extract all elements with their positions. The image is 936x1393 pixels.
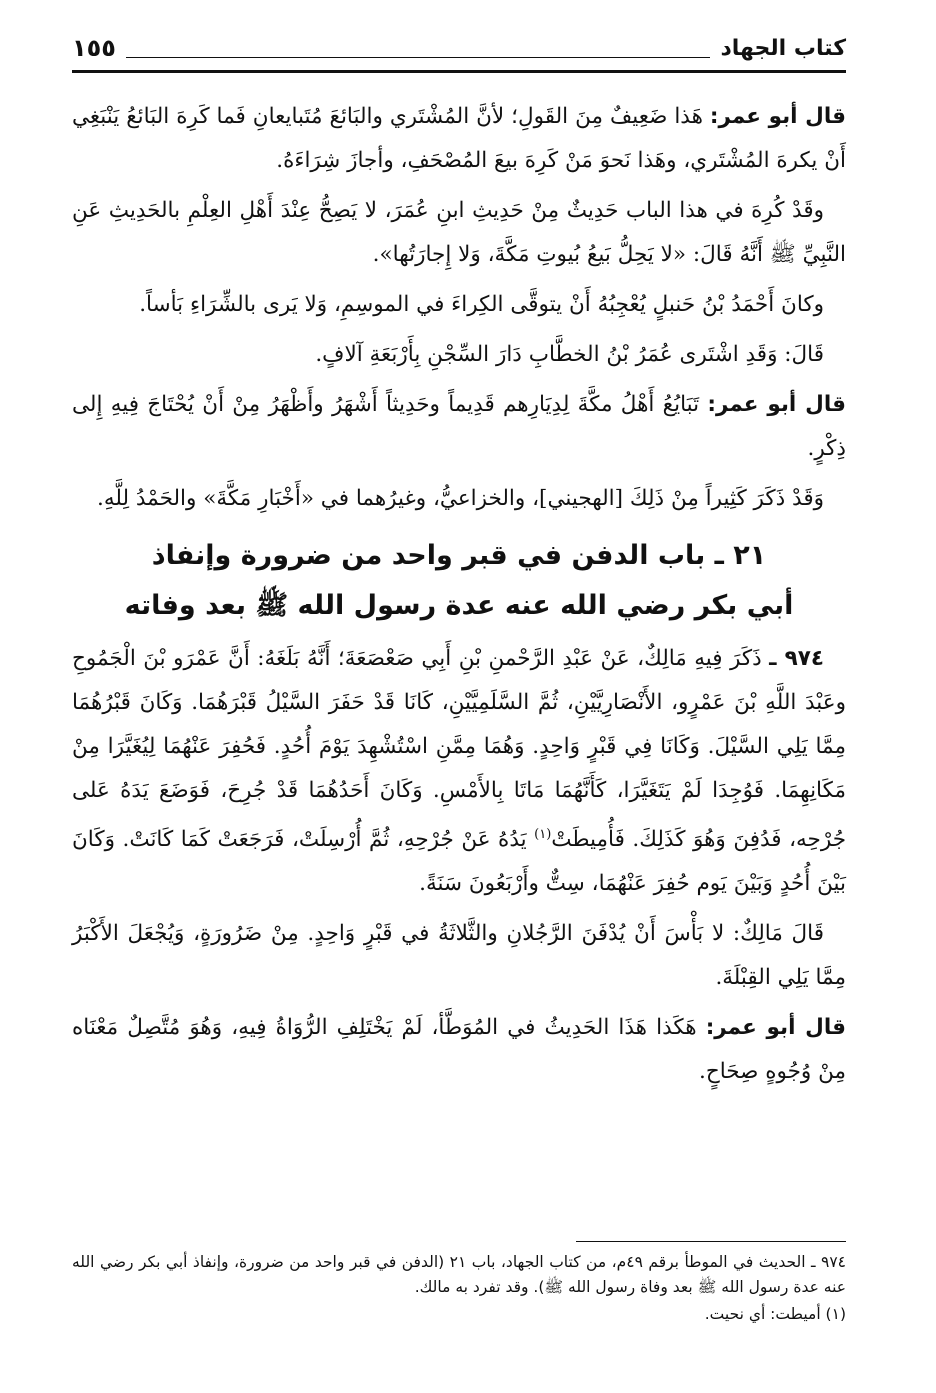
book-page [72,28,846,1363]
footnote-2: (١) أميطت: أي نحيت. [704,1305,846,1323]
paragraph-5 [72,383,846,471]
hadith-text-part-2: يَدُهُ عَنْ جُرْحِهِ، ثُمَّ أُرْسِلَتْ، فَرَجَعَتْ كَمَا كَانَتْ. وَكَانَ بَيْنَ أُحُدٍ وَبَيْنَ يَوم حُفِرَ عَنْهُمَا، سِتٌّ وأَرْبَعُونَ سَنَةً. [72,827,846,897]
paragraph-6 [72,477,846,521]
section-heading [72,531,846,631]
paragraph-text: قَالَ: وَقَدِ اشْتَرى عُمَرُ بْنُ الخطَّابِ دَارَ السِّجْنِ بِأَرْبَعَةِ آلافٍ. [315,342,824,367]
header-divider [72,70,846,73]
paragraph-text: وكانَ أَحْمَدُ بْنُ حَنبلٍ يُعْجِبُهُ أَنْ يتوقَّى الكِراءَ في الموسِمِ، وَلا يَرى بالشِّرَاءِ بَأساً. [139,292,824,317]
hadith-text-part-1: ذَكَرَ فِيهِ مَالِكٌ، عَنْ عَبْدِ الرَّحْمنِ بْنِ أَبِي صَعْصَعَةَ؛ أَنَّهُ بَلَغَهُ: أَنَّ عَمْرَو بْنَ الْجَمُوحِ وعَبْدَ اللَّهِ بْنَ عَمْرٍو، الأَنْصَارِيَّيْنِ، ثُمَّ السَّلَمِيَّيْنِ، كَانَا قَدْ حَفَرَ السَّيْلُ قَبْرَهُمَا. وَكَانَ قَبْرُهُمَا مِمَّا يَلِي السَّيْلَ. وَكَانَا فِي قَبْرٍ وَاحِدٍ. وَهُمَا مِمَّنِ اسْتُشْهِدَ يَوْمَ أُحُدٍ. فَحُفِرَ عَنْهُمَا لِيُغَيَّرَا مِنْ مَكَانِهِمَا. فَوُجِدَا لَمْ يَتَغَيَّرَا، كَأَنَّهُمَا مَاتَا بِالأَمْسِ. وَكَانَ أَحَدُهُمَا قَدْ جُرِحَ، فَوَضَعَ يَدَهُ عَلى جُرْحِه، فَدُفِنَ وَهُوَ كَذَلِكَ. فَأُمِيطَتْ [72,646,846,853]
body-text [72,95,846,1094]
footnotes [72,1250,846,1329]
paragraph-3 [72,283,846,327]
paragraph-text: وَقَدْ ذَكَرَ كَثِيراً مِنْ ذَلِكَ [الهجيني]، والخزاعيُّ، وغيرُهما في «أَخْبَارِ مَكَّةَ» والحَمْدُ لِلَّهِ. [97,486,824,511]
header-rule [126,57,711,58]
hadith-paragraph [72,637,846,906]
page-number: ١٥٥ [72,34,116,62]
paragraph-text: قَالَ مَالِكٌ: لا بَأْسَ أَنْ يُدْفَنَ الرَّجُلانِ والثَّلاثَةُ في قَبْرٍ وَاحِدٍ. مِنْ ضَرُورَةٍ، وَيُجْعَلَ الأَكْبَرُ مِمَّا يَلِي القِبْلَةَ. [72,921,846,991]
paragraph-text: وقَدْ كُرِهَ في هذا الباب حَدِيثٌ مِنْ حَدِيثِ ابنِ عُمَرَ، لا يَصِحُّ عِنْدَ أَهْلِ العِلْمِ بالحَدِيثِ عَنِ النَّبِيِّ ﷺ أَنَّهُ قَالَ: «لا يَحِلُّ بَيعُ بُيوتِ مَكَّةَ، وَلا إِجارَتُها». [72,198,846,267]
paragraph-4 [72,333,846,377]
paragraph-8 [72,1006,846,1094]
paragraph-7 [72,912,846,1000]
hadith-number: ٩٧٤ ـ [769,646,824,671]
paragraph-text: تَبَايُعُ أَهْلُ مكَّةَ لِدِيَارِهم قَدِيماً وحَدِيثاً أَشْهَرُ وأَظْهَرُ مِنْ أَنْ يُحْتَاجَ فِيهِ إِلى ذِكْرٍ. [72,392,846,461]
section-heading-line-2: أبي بكر رضي الله عنه عدة رسول الله ﷺ بعد وفاته [124,590,794,621]
paragraph-2 [72,189,846,277]
footnote-ref[interactable]: (١) [534,827,552,842]
speaker-label: قال أبو عمر: [705,1015,846,1041]
speaker-label: قال أبو عمر: [707,392,846,417]
paragraph-text: هَكَذا هَذَا الحَدِيثُ في المُوَطَّأ، لَمْ يَخْتَلِفِ الرُّوَاةُ فِيهِ، وَهُوَ مُتَّصِلٌ مَعْنَاه مِنْ وُجُوهٍ صِحَاحٍ. [72,1015,846,1085]
section-heading-line-1: ٢١ ـ باب الدفن في قبر واحد من ضرورة وإنفاذ [151,540,767,571]
running-header [72,28,846,68]
footnote-1: ٩٧٤ ـ الحديث في الموطأ برقم ٤٩م، من كتاب الجهاد، باب ٢١ (الدفن في قبر واحد من ضرورة، وإنفاذ أبي بكر رضي الله عنه عدة رسول الله ﷺ بعد وفاة رسول الله ﷺ). وقد تفرد به مالك. [72,1253,846,1296]
paragraph-text: هَذا ضَعِيفٌ مِنَ القَولِ؛ لأنَّ المُشْتَري والبَائعَ مُتَبايعانِ فَما كَرِهَ البَائعُ يَنْبَغِي أَنْ يكرهَ المُشْتَري، وهَذا نَحوَ مَنْ كَرِهَ بيعَ المُصْحَفِ، وأجازَ شِرَاءَهُ. [72,104,846,173]
book-title: كتاب الجهاد [720,35,846,61]
footnote-divider [576,1241,846,1242]
speaker-label: قال أبو عمر: [709,104,846,129]
paragraph-1 [72,95,846,183]
